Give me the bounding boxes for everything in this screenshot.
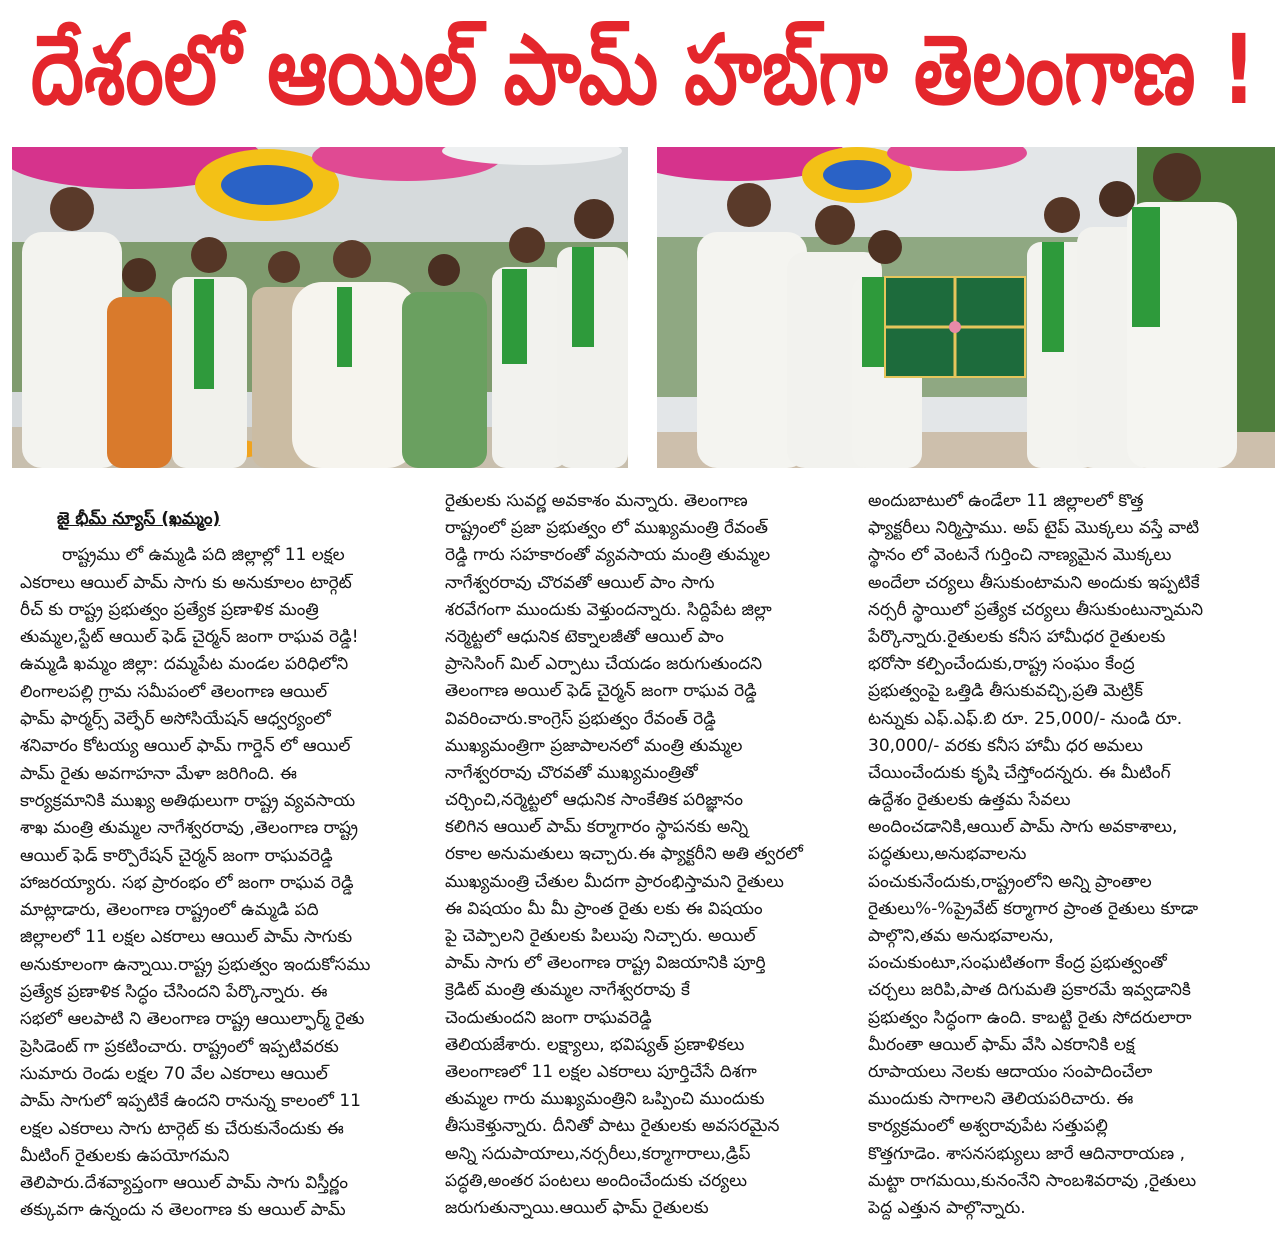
article-line-row <box>20 1196 420 1223</box>
article-line: తుమ్మల,స్టేట్ ఆయిల్ ఫెడ్ చైర్మన్ జంగా రాఘవ రెడ్డి! <box>20 627 359 648</box>
article-line-row <box>868 1058 1270 1085</box>
article-line: ఫ్యాక్టరీలు నిర్మిస్తాము. అప్ టైప్ మొక్కలు వస్తే వాటి <box>868 518 1200 539</box>
article-line: శనివారం కోటయ్య ఆయిల్ ఫామ్ గార్డెన్ లో ఆయిల్ <box>20 736 351 757</box>
article-line: స్థానం లో వెంటనే గుర్తించి నాణ్యమైన మొక్కలు <box>868 545 1172 566</box>
article-line-row <box>868 596 1270 623</box>
article-line-row <box>445 677 843 704</box>
article-line: పామ్ సాగులో ఇప్పటికే ఉందని రానున్న కాలంలో 11 <box>20 1091 361 1112</box>
article-line-row <box>445 895 843 922</box>
article-line-row <box>445 1031 843 1058</box>
article-line-row <box>445 705 843 732</box>
article-line: వివరించారు.కాంగ్రెస్ ప్రభుత్వం రేవంత్ రెడ్డి <box>445 708 716 729</box>
article-line: పంచుకునేందుకు,రాష్ట్రంలోని అన్ని ప్రాంతాల <box>868 871 1152 892</box>
article-line-row <box>445 596 843 623</box>
article-line: ఆయిల్ ఫెడ్ కార్పొరేషన్ చైర్మన్ జంగా రాఘవరెడ్డి <box>20 845 333 866</box>
article-line: భరోసా కల్పించేందుకు,రాష్ట్ర సంఘం కేంద్ర <box>868 654 1135 675</box>
article-line-row <box>868 868 1270 895</box>
article-line: తీసుకెళ్తున్నారు. దీనితో పాటు రైతులకు అవసరమైన <box>445 1116 780 1137</box>
article-line: తుమ్మల గారు ముఖ్యమంత్రిని ఒప్పించి ముందుకు <box>445 1089 765 1110</box>
event-photo-right-image <box>657 147 1275 468</box>
article-line-row <box>868 1085 1270 1112</box>
article-line-row <box>20 650 420 677</box>
article-line-row <box>445 623 843 650</box>
article-line-row <box>20 596 420 623</box>
article-line: రీచ్ కు రాష్ట్ర ప్రభుత్వం ప్రత్యేక ప్రణాళిక మంత్రి <box>20 599 319 620</box>
article-line-row <box>868 514 1270 541</box>
article-line-row <box>445 1140 843 1167</box>
article-line: 30,000/- వరకు కనీస హామీ ధర అమలు <box>868 735 1143 756</box>
article-line-row <box>20 541 420 568</box>
event-photo-left <box>12 147 628 468</box>
article-line-row <box>868 650 1270 677</box>
article-line-row <box>868 786 1270 813</box>
article-line-row <box>445 1112 843 1139</box>
article-line: ఉమ్మడి ఖమ్మం జిల్లా: దమ్మపేట మండల పరిధిలోని <box>20 654 349 675</box>
article-line-row <box>868 1112 1270 1139</box>
headline: దేశంలో ఆయిల్ పామ్ హబ్‌గా తెలంగాణ ! <box>31 14 1257 126</box>
article-line-row <box>868 895 1270 922</box>
article-line-row <box>20 1033 420 1060</box>
article-line: నర్సరీ స్థాయిలో ప్రత్యేక చర్యలు తీసుకుంటున్నామని <box>868 599 1204 620</box>
article-line-row <box>445 514 843 541</box>
article-line: పద్ధతి,అంతర పంటలు అందించేందుకు చర్యలు <box>445 1170 748 1191</box>
article-line-row <box>868 840 1270 867</box>
article-line-row <box>20 951 420 978</box>
article-line-row <box>868 541 1270 568</box>
article-line: మీటింగ్ రైతులకు ఉపయోగమని <box>20 1145 230 1166</box>
article-line: రాష్ట్రము లో ఉమ్మడి పది జిల్లాల్లో 11 లక్షల <box>62 545 345 566</box>
event-photo-left-image <box>12 147 628 468</box>
article-line-row <box>868 732 1270 759</box>
article-line: మట్టా రాగమయి,కునంనేని సాంబశివరావు ,రైతులు <box>868 1170 1197 1191</box>
article-line-row <box>20 869 420 896</box>
article-line: పాల్గొని,తమ అనుభవాలను, <box>868 926 1054 946</box>
article-line-row <box>868 813 1270 840</box>
article-line-row <box>445 569 843 596</box>
article-line: కలిగిన ఆయిల్ పామ్ కర్మాగారం స్థాపనకు అన్ని <box>445 817 749 838</box>
article-line: హాజరయ్యారు. సభ ప్రారంభం లో జంగా రాఘవ రెడ్డి <box>20 872 354 893</box>
article-line: జరుగుతున్నాయి.ఆయిల్ ఫామ్ రైతులకు <box>445 1197 709 1218</box>
article-line: అందేలా చర్యలు తీసుకుంటామని అందుకు ఇప్పటికే <box>868 572 1200 593</box>
article-line-row <box>445 650 843 677</box>
article-line-row <box>20 705 420 732</box>
article-line-row <box>868 569 1270 596</box>
article-line: ఉద్దేశం రైతులకు ఉత్తమ సేవలు <box>868 790 1071 811</box>
article-line: రైతులు%-%ప్రైవేట్ కర్మాగార ప్రాంత రైతులు కూడా <box>868 898 1199 919</box>
article-line: నాగేశ్వరరావు చొరవతో ముఖ్యమంత్రితో <box>445 762 698 783</box>
article-line: ప్రభుత్వంపై ఒత్తిడి తీసుకువచ్చి,ప్రతి మెట్రిక్ <box>868 681 1144 702</box>
article-line: చెందుతుందని జంగా రాఘవరెడ్డి <box>445 1007 652 1028</box>
article-line-row <box>868 1140 1270 1167</box>
article-line: జిల్లాలలో 11 లక్షల ఎకరాలు ఆయిల్ పామ్ సాగుకు <box>20 927 353 948</box>
article-column-3 <box>868 487 1270 1227</box>
article-line-row <box>445 813 843 840</box>
article-line: తక్కువగా ఉన్నందు న తెలంగాణ కు ఆయిల్ పామ్ <box>20 1200 346 1221</box>
article-line-row <box>20 814 420 841</box>
article-line: ప్రభుత్వం సిద్ధంగా ఉంది. కాబట్టి రైతు సోదరులారా <box>868 1007 1192 1028</box>
article-line: మీరంతా ఆయిల్ ఫామ్ వేసి ఎకరానికి లక్ష <box>868 1034 1135 1055</box>
headline-area <box>0 0 1287 140</box>
article-line: క్రెడిట్ మంత్రి తుమ్మల నాగేశ్వరరావు కే <box>445 980 690 1001</box>
article-line: అందుబాటులో ఉండేలా 11 జిల్లాలలో కొత్త <box>868 491 1144 511</box>
gift-box <box>885 277 1025 377</box>
article-line: పామ్ రైతు అవగాహనా మేళా జరిగింది. ఈ <box>20 763 297 784</box>
article-line: కార్యక్రమానికి ముఖ్య అతిథులుగా రాష్ట్ర వ్యవసాయ <box>20 790 356 811</box>
article-line: తెలిపారు.దేశవ్యాప్తంగా ఆయిల్ పామ్ సాగు విస్తీర్ణం <box>20 1173 348 1194</box>
article-line-row <box>445 1194 843 1221</box>
article-line-row <box>20 760 420 787</box>
article-line: ఈ విషయం మీ మీ ప్రాంత రైతు లకు ఈ విషయం <box>445 898 763 919</box>
article-line: సుమారు రెండు లక్షల 70 వేల ఎకరాలు ఆయిల్ <box>20 1063 328 1084</box>
article-line: లింగాలపల్లి గ్రామ సమీపంలో తెలంగాణ ఆయిల్ <box>20 681 328 702</box>
article-line: రెడ్డి గారు సహకారంతో వ్యవసాయ మంత్రి తుమ్మల <box>445 545 771 566</box>
article-line-row <box>868 1004 1270 1031</box>
article-line-row <box>20 1087 420 1114</box>
article-line: అనుకూలంగా ఉన్నాయి.రాష్ట్ర ప్రభుత్వం ఇందుకోసము <box>20 954 371 975</box>
article-line-row <box>868 1194 1270 1221</box>
article-line-row <box>445 840 843 867</box>
article-line: సభలో ఆలపాటి ని తెలంగాణ రాష్ట్ర ఆయిల్ఫార్మ్ రైతు <box>20 1009 365 1030</box>
article-line: రూపాయలు నెలకు ఆదాయం సంపాదించేలా <box>868 1061 1153 1082</box>
article-line-row <box>20 978 420 1005</box>
article-line: ముఖ్యమంత్రిగా ప్రజాపాలనలో మంత్రి తుమ్మల <box>445 735 743 756</box>
article-line-row <box>20 569 420 596</box>
article-line-row <box>20 678 420 705</box>
article-line: తెలంగాణ అయిల్ ఫెడ్ చైర్మన్ జంగా రాఘవ రెడ్డి <box>445 681 757 702</box>
article-line: తెలంగాణలో 11 లక్షల ఎకరాలు పూర్తిచేసే దిశగా <box>445 1061 757 1082</box>
byline: జై భీమ్ న్యూస్ (ఖమ్మం) <box>57 509 221 529</box>
article-line: కొత్తగూడెం. శాసనసభ్యులు జారే ఆదినారాయణ , <box>868 1143 1186 1164</box>
article-line-row <box>868 976 1270 1003</box>
article-line-row <box>20 1142 420 1169</box>
article-line: పంచుకుంటూ,సంఘటితంగా కేంద్ర ప్రభుత్వంతో <box>868 953 1167 974</box>
article-line-row <box>445 759 843 786</box>
article-line-row <box>20 896 420 923</box>
article-line-row <box>868 1167 1270 1194</box>
article-line: రకాల అనుమతులు ఇచ్చారు.ఈ ఫ్యాక్టరీని అతి త్వరలో <box>445 844 803 865</box>
article-line-row <box>868 949 1270 976</box>
article-line: లక్షల ఎకరాలు సాగు టార్గెట్ కు చేరుకునేందుకు ఈ <box>20 1118 344 1139</box>
article-line-row <box>20 842 420 869</box>
article-line-row <box>868 759 1270 786</box>
article-line-row <box>20 1169 420 1196</box>
article-line-row <box>868 623 1270 650</box>
article-line-row <box>445 1004 843 1031</box>
article-line: అందించడానికి,ఆయిల్ పామ్ సాగు అవకాశాలు, <box>868 817 1178 838</box>
article-line: ప్రెసిడెంట్ గా ప్రకటించారు. రాష్ట్రంలో ఇప్పటివరకు <box>20 1036 339 1057</box>
article-line-row <box>868 922 1270 949</box>
article-line: నాగేశ్వరరావు చొరవతో ఆయిల్ పాం సాగు <box>445 572 715 593</box>
article-line-row <box>445 1058 843 1085</box>
byline-row <box>20 505 420 532</box>
article-line: తెలియజేశారు. లక్ష్యాలు, భవిష్యత్ ప్రణాళికలు <box>445 1034 745 1055</box>
article-line: పెద్ద ఎత్తున పాల్గొన్నారు. <box>868 1197 1026 1218</box>
article-line-row <box>445 786 843 813</box>
article-line-row <box>868 677 1270 704</box>
article-line: ప్రాసెసింగ్ మిల్ ఎర్పాటు చేయడం జరుగుతుందని <box>445 654 763 675</box>
article-line-row <box>868 1031 1270 1058</box>
article-line: ముఖ్యమంత్రి చేతుల మీదగా ప్రారంభిస్తామని రైతులు <box>445 871 784 892</box>
article-column-1 <box>20 505 420 1230</box>
article-line-row <box>868 487 1270 514</box>
article-line: టన్నుకు ఎఫ్.ఎఫ్.బి రూ. 25,000/- నుండి రూ. <box>868 708 1183 729</box>
event-photo-right <box>657 147 1275 468</box>
article-line-row <box>445 868 843 895</box>
article-line: శరవేగంగా ముందుకు వెళ్తుందన్నారు. సిద్దిపేట జిల్లా <box>445 599 772 620</box>
article-line: శాఖ మంత్రి తుమ్మల నాగేశ్వరరావు ,తెలంగాణ రాష్ట్ర <box>20 818 359 839</box>
article-line: ప్రత్యేక ప్రణాళిక సిద్ధం చేసిందని పేర్కొన్నారు. ఈ <box>20 982 328 1003</box>
article-line-row <box>445 1167 843 1194</box>
article-line-row <box>20 732 420 759</box>
article-line: పేర్కొన్నారు.రైతులకు కనీస హామీధర రైతులకు <box>868 626 1166 647</box>
article-line-row <box>20 1115 420 1142</box>
article-line-row <box>445 487 843 514</box>
article-line-row <box>20 1005 420 1032</box>
article-line-row <box>868 705 1270 732</box>
article-line: చర్చించి,నర్మెట్టలో ఆధునిక సాంకేతిక పరిజ్ఞానం <box>445 790 744 811</box>
article-line-row <box>445 1085 843 1112</box>
article-column-2 <box>445 487 843 1227</box>
article-line: మాట్లాడారు, తెలంగాణ రాష్ట్రంలో ఉమ్మడి పది <box>20 900 319 921</box>
article-line-row <box>20 787 420 814</box>
article-line-row <box>445 732 843 759</box>
article-line: ముందుకు సాగాలని తెలియపరిచారు. ఈ <box>868 1089 1134 1110</box>
article-line: అన్ని సదుపాయాలు,నర్సరీలు,కర్మాగారాలు,డ్రిప్ <box>445 1143 751 1164</box>
article-line-row <box>445 922 843 949</box>
article-line: ఫామ్ ఫార్మర్స్ వెల్ఫేర్ అసోసియేషన్ ఆధ్వర్యంలో <box>20 709 331 730</box>
article-line-row <box>20 623 420 650</box>
article-line-row <box>20 923 420 950</box>
article-line: పామ్ సాగు లో తెలంగాణ రాష్ట్ర విజయానికి పూర్తి <box>445 953 766 974</box>
article-line-row <box>20 1060 420 1087</box>
article-line: రాష్ట్రంలో ప్రజా ప్రభుత్వం లో ముఖ్యమంత్రి రేవంత్ <box>445 518 769 539</box>
article-line: పై చెప్పాలని రైతులకు పిలుపు నిచ్చారు. అయిల్ <box>445 926 756 946</box>
article-line: రైతులకు సువర్ణ అవకాశం మన్నారు. తెలంగాణ <box>445 491 748 511</box>
article-line: కార్యక్రమంలో అశ్వరావుపేట సత్తుపల్లి <box>868 1116 1108 1137</box>
article-line: చేయించేందుకు కృషి చేస్తోందన్నరు. ఈ మీటింగ్ <box>868 762 1171 783</box>
article-line-row <box>445 976 843 1003</box>
article-line: చర్చలు జరిపి,పాత దిగుమతి ప్రకారమే ఇవ్వడానికి <box>868 980 1191 1001</box>
article-line-row <box>445 949 843 976</box>
article-line-row <box>445 541 843 568</box>
article-line: నర్మెట్టలో ఆధునిక టెక్నాలజీతో ఆయిల్ పాం <box>445 626 724 647</box>
article-line: ఎకరాలు ఆయిల్ పామ్ సాగు కు అనుకూలం టార్గెట్ <box>20 572 352 593</box>
article-line: పద్ధతులు,అనుభవాలను <box>868 844 1027 865</box>
